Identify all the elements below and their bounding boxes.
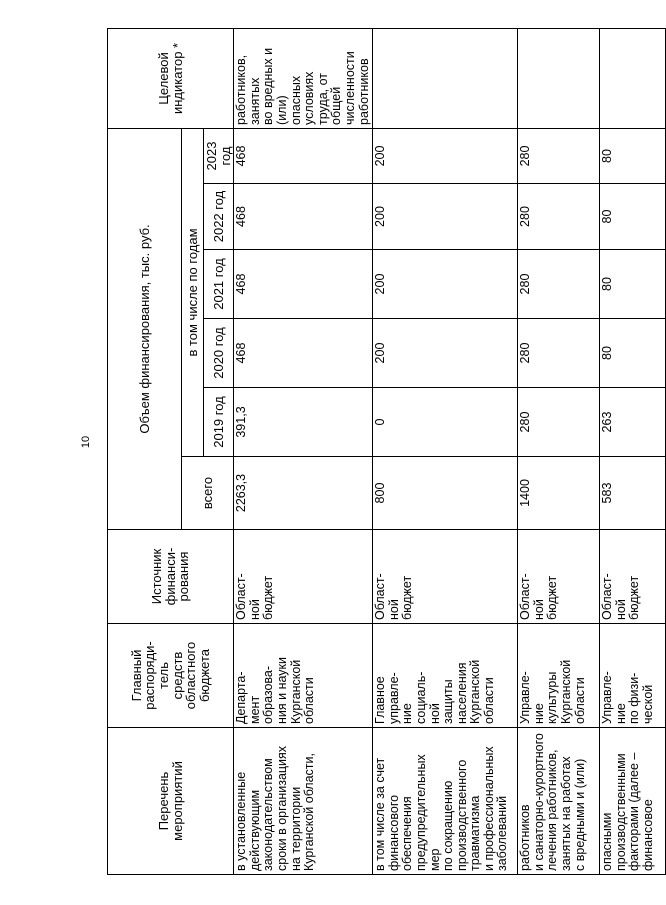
row-2020: 468 — [234, 319, 373, 388]
row-2020: 200 — [373, 319, 518, 388]
row-2023: 468 — [234, 128, 373, 183]
header-total: всего — [182, 457, 234, 530]
row-2023: 200 — [373, 128, 518, 183]
row-source: Област- ной бюджет — [600, 530, 666, 624]
header-manager: Главный распоряди- тель средств областного бюджета — [108, 624, 234, 728]
row-2020: 280 — [518, 319, 600, 388]
header-year-2019: 2019 год — [204, 388, 234, 457]
row-total: 583 — [600, 457, 666, 530]
row-target — [600, 28, 666, 128]
row-2022: 280 — [518, 184, 600, 250]
funding-table — [107, 28, 666, 875]
row-total: 1400 — [518, 457, 600, 530]
row-measure: в установленные действующим законодательством сроки в организациях на территории Курганской области, — [234, 728, 373, 875]
header-year-2023: 2023 год — [204, 128, 234, 183]
row-2021: 80 — [600, 250, 666, 319]
header-year-2021: 2021 год — [204, 250, 234, 319]
row-2022: 80 — [600, 184, 666, 250]
header-target: Целевой индикатор * — [108, 28, 234, 128]
row-2019: 391,3 — [234, 388, 373, 457]
row-manager: Управле- ние культуры Курганской области — [518, 624, 600, 728]
row-manager: Главное управле- ние социаль- ной защиты населения Курганской области — [373, 624, 518, 728]
row-2021: 200 — [373, 250, 518, 319]
row-2023: 280 — [518, 128, 600, 183]
row-2022: 468 — [234, 184, 373, 250]
row-measure: опасными производственными факторами (далее – финансовое — [600, 728, 666, 875]
header-by-years: в том числе по годам — [182, 128, 204, 456]
header-year-2022: 2022 год — [204, 184, 234, 250]
header-source: Источник финанси- рования — [108, 530, 234, 624]
row-2019: 280 — [518, 388, 600, 457]
row-2020: 80 — [600, 319, 666, 388]
table-row — [518, 28, 600, 874]
row-manager: Управле- ние по физи- ческой — [600, 624, 666, 728]
row-source: Област- ной бюджет — [373, 530, 518, 624]
row-2021: 468 — [234, 250, 373, 319]
row-2023: 80 — [600, 128, 666, 183]
row-2019: 0 — [373, 388, 518, 457]
row-total: 2263,3 — [234, 457, 373, 530]
row-2022: 200 — [373, 184, 518, 250]
table-row — [373, 28, 518, 874]
row-source: Област- ной бюджет — [518, 530, 600, 624]
row-measure: работников и санаторно-курортного лечения работников, занятых на работах с вредными и (или) — [518, 728, 600, 875]
rotated-table-container — [107, 29, 655, 875]
row-measure: в том числе за счет финансового обеспечения предупредительных мер по сокращению производственного травматизма и профессиональных заболеваний — [373, 728, 518, 875]
table-row — [234, 28, 373, 874]
row-target — [373, 28, 518, 128]
row-total: 800 — [373, 457, 518, 530]
header-measures: Перечень мероприятий — [108, 728, 234, 875]
row-2021: 280 — [518, 250, 600, 319]
row-target: работников, занятых во вредных и (или) опасных условиях труда, от общей численности работников — [234, 28, 373, 128]
page-number: 10 — [80, 435, 93, 449]
row-manager: Департа- мент образова- ния и науки Курганской области — [234, 624, 373, 728]
row-source: Област- ной бюджет — [234, 530, 373, 624]
row-2019: 263 — [600, 388, 666, 457]
header-funding: Объем финансирования, тыс. руб. — [108, 128, 182, 529]
table-row — [600, 28, 666, 874]
row-target — [518, 28, 600, 128]
header-year-2020: 2020 год — [204, 319, 234, 388]
